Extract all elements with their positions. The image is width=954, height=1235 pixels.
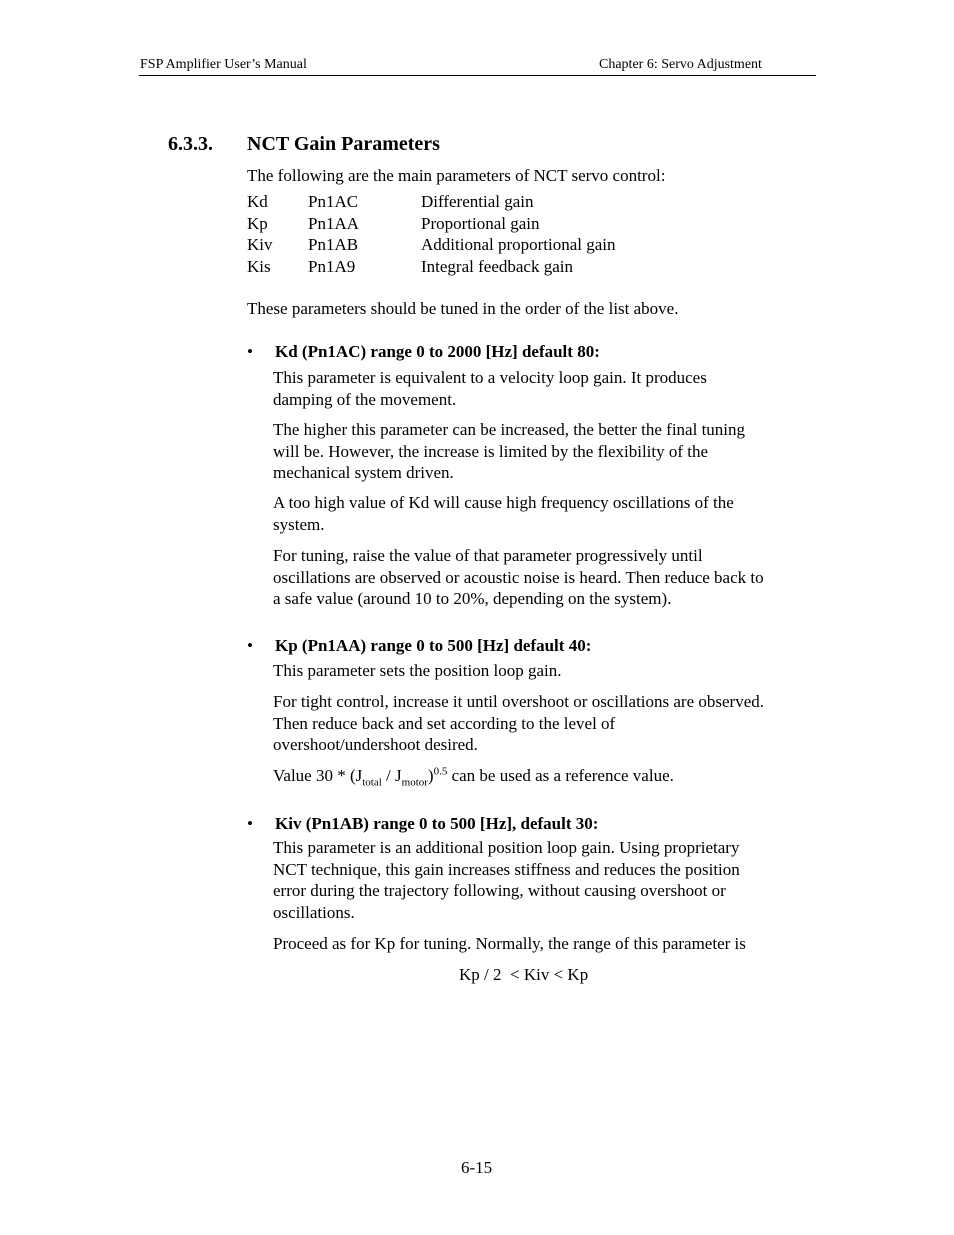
text-line: oscillations are observed or acoustic noise is heard. Then reduce back to xyxy=(273,567,764,587)
text-line: For tuning, raise the value of that parameter progressively until xyxy=(273,546,703,565)
kd-paragraph-1 xyxy=(273,367,818,410)
text-line: overshoot/undershoot desired. xyxy=(273,735,478,754)
param-code: Pn1AB xyxy=(308,235,359,254)
parameter-table xyxy=(247,191,747,277)
text-line: damping of the movement. xyxy=(273,389,457,409)
section-number: 6.3.3. xyxy=(168,133,213,155)
param-description: Differential gain xyxy=(421,192,534,211)
kd-paragraph-4 xyxy=(273,545,818,610)
kp-reference-value: Value $30 * (J_{total} / J_{motor})^{0.5}$ can be used as a reference value. xyxy=(273,765,674,789)
intro-paragraph: The following are the main parameters of NCT servo control: xyxy=(247,166,666,185)
text-line: A too high value of Kd will cause high frequency oscillations of the xyxy=(273,493,734,512)
text-line: mechanical system driven. xyxy=(273,463,454,482)
param-code: Pn1A9 xyxy=(308,256,356,276)
header-rule xyxy=(139,75,816,76)
kiv-range-formula: Kp / 2 < Kiv < Kp xyxy=(459,965,589,984)
kp-paragraph-1 xyxy=(273,660,818,682)
param-description: Proportional gain xyxy=(421,213,540,233)
parameter-row xyxy=(247,234,747,256)
text-line: This parameter sets the position loop gain. xyxy=(273,661,562,680)
text-line: This parameter is an additional position loop gain. Using proprietary xyxy=(273,838,740,857)
text-line: NCT technique, this gain increases stiffness and reduces the position xyxy=(273,859,740,879)
text-line: oscillations. xyxy=(273,902,355,922)
parameter-row xyxy=(247,213,747,235)
param-symbol: Kis xyxy=(247,256,271,276)
kp-heading: Kp (Pn1AA) range 0 to 500 [Hz] default 40: xyxy=(275,636,592,655)
tuning-order-note: These parameters should be tuned in the order of the list above. xyxy=(247,299,679,318)
section-title: NCT Gain Parameters xyxy=(247,133,440,155)
bullet-icon: • xyxy=(247,636,253,655)
param-code: Pn1AC xyxy=(308,192,359,211)
bullet-icon: • xyxy=(247,814,253,833)
text-line: will be. However, the increase is limited by the flexibility of the xyxy=(273,441,709,461)
kp-paragraph-2 xyxy=(273,691,818,756)
text-line: For tight control, increase it until overshoot or oscillations are observed. xyxy=(273,692,764,711)
kd-paragraph-2 xyxy=(273,419,818,484)
parameter-row xyxy=(247,256,747,278)
param-symbol: Kp xyxy=(247,213,268,233)
kiv-paragraph-1 xyxy=(273,837,818,923)
param-code: Pn1AA xyxy=(308,213,360,233)
kd-heading: Kd (Pn1AC) range 0 to 2000 [Hz] default 80: xyxy=(275,342,600,361)
kiv-heading: Kiv (Pn1AB) range 0 to 500 [Hz], default 30: xyxy=(275,814,599,833)
text-line: system. xyxy=(273,514,325,534)
text-line: a safe value (around 10 to 20%, depending on the system). xyxy=(273,589,672,608)
bullet-icon: • xyxy=(247,342,253,361)
param-symbol: Kiv xyxy=(247,235,273,254)
param-description: Additional proportional gain xyxy=(421,235,616,254)
page-number: 6-15 xyxy=(461,1158,493,1177)
kiv-paragraph-2 xyxy=(273,933,818,955)
text-line: The higher this parameter can be increased, the better the final tuning xyxy=(273,420,746,439)
running-header-title: FSP Amplifier User’s Manual xyxy=(140,57,307,72)
running-header-chapter: Chapter 6: Servo Adjustment xyxy=(599,57,762,72)
param-description: Integral feedback gain xyxy=(421,256,573,276)
text-line: Then reduce back and set according to the level of xyxy=(273,713,616,733)
text-line: Proceed as for Kp for tuning. Normally, the range of this parameter is xyxy=(273,934,746,953)
text-line: This parameter is equivalent to a velocity loop gain. It produces xyxy=(273,368,707,387)
parameter-row xyxy=(247,191,747,213)
kd-paragraph-3 xyxy=(273,492,818,535)
param-symbol: Kd xyxy=(247,192,268,211)
text-line: error during the trajectory following, without causing overshoot or xyxy=(273,881,726,900)
